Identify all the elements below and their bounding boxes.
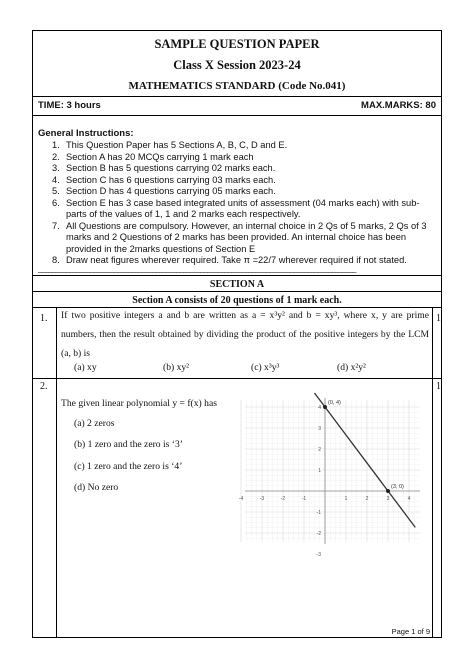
option-a: (a) 2 zeros: [74, 418, 115, 429]
x-tick-label: 1: [344, 496, 348, 502]
instruction-item: 2. Section A has 20 MCQs carrying 1 mark each: [52, 151, 254, 162]
instruction-item: 3. Section B has 5 questions carrying 02 marks each.: [52, 163, 276, 173]
question-number: 1.: [40, 313, 48, 324]
subject-title: MATHEMATICS STANDARD (Code No.041): [128, 80, 346, 92]
point-label: (0, 4): [328, 400, 341, 406]
qno-cell: [32, 378, 57, 638]
polynomial-graph: [238, 396, 425, 558]
section-name: SECTION A: [209, 279, 265, 290]
y-tick-label: -2: [316, 531, 321, 537]
instruction-item: 7. All Questions are compulsory. However, an internal choice in 2 Qs of 5 marks, 2 Qs of 3 marks and 2 Questions of 2 marks has been provided. An internal choice has been provided in the 2marks questions of Section E: [52, 220, 427, 254]
instruction-item: 6. Section E has 3 case based integrated units of assessment (04 marks each) with sub-parts of the values of 1, 1 and 2 marks each respectively.: [52, 197, 420, 219]
page-number: Page 1 of 9: [391, 627, 430, 636]
instructions-list: [52, 140, 436, 267]
class-session: Class X Session 2023-24: [173, 58, 301, 72]
data-point: [323, 405, 327, 409]
x-tick-label: 2: [365, 496, 369, 502]
option-d: (d) No zero: [74, 482, 119, 493]
section-subtitle: Section A consists of 20 questions of 1 mark each.: [132, 295, 342, 306]
instruction-item: 1. This Question Paper has 5 Sections A, B, C, D and E.: [52, 140, 288, 150]
instructions-title: General Instructions:: [38, 128, 134, 139]
separator-line: ____________________________________________________________________________________________: [38, 264, 356, 273]
x-tick-label: -3: [259, 496, 265, 502]
y-tick-label: 2: [318, 447, 321, 453]
x-tick-label: -4: [238, 496, 244, 502]
y-tick-label: 1: [318, 468, 321, 474]
option-b: (b) xy²: [163, 362, 190, 373]
marks-cell: [432, 378, 442, 638]
instruction-item: 5. Section D has 4 questions carrying 05 marks each.: [52, 186, 276, 196]
question-marks: 1: [436, 381, 441, 392]
question-number: 2.: [40, 381, 48, 392]
question-marks: 1: [436, 313, 441, 324]
instruction-item: 4. Section C has 6 questions carrying 03 marks each.: [52, 174, 276, 185]
x-tick-label: -1: [301, 496, 307, 502]
option-b: (b) 1 zero and the zero is ‘3’: [74, 439, 183, 450]
y-tick-label: 4: [318, 405, 321, 411]
data-point: [386, 489, 390, 493]
y-tick-label: 3: [318, 426, 321, 432]
question-text: The given linear polynomial y = f(x) has: [61, 398, 217, 409]
divider: [32, 96, 442, 97]
option-c: (c) 1 zero and the zero is ‘4’: [74, 461, 183, 472]
option-c: (c) x³y³: [251, 362, 280, 373]
function-line: [315, 393, 416, 527]
x-tick-label: 3: [386, 496, 390, 502]
y-tick-label: -1: [316, 510, 321, 516]
option-d: (d) x²y²: [337, 362, 366, 373]
x-tick-label: -2: [280, 496, 286, 502]
question-text: If two positive integers a and b are written as a = x³y² and b = xy³, where x, y are prime numbers, then the result obtained by dividing the product of the positive integers by the LCM (a, b) is: [61, 310, 429, 359]
y-tick-label: -3: [316, 552, 321, 558]
x-tick-label: 4: [407, 496, 411, 502]
paper-title: SAMPLE QUESTION PAPER: [154, 37, 320, 51]
time-label: TIME: 3 hours: [38, 100, 101, 111]
option-a: (a) xy: [74, 362, 97, 373]
instruction-item: 8. Draw neat figures wherever required. Take π =22/7 wherever required if not stated.: [52, 255, 407, 265]
divider: [32, 115, 442, 116]
point-label: (3, 0): [391, 484, 404, 490]
max-marks-label: MAX.MARKS: 80: [361, 100, 436, 111]
